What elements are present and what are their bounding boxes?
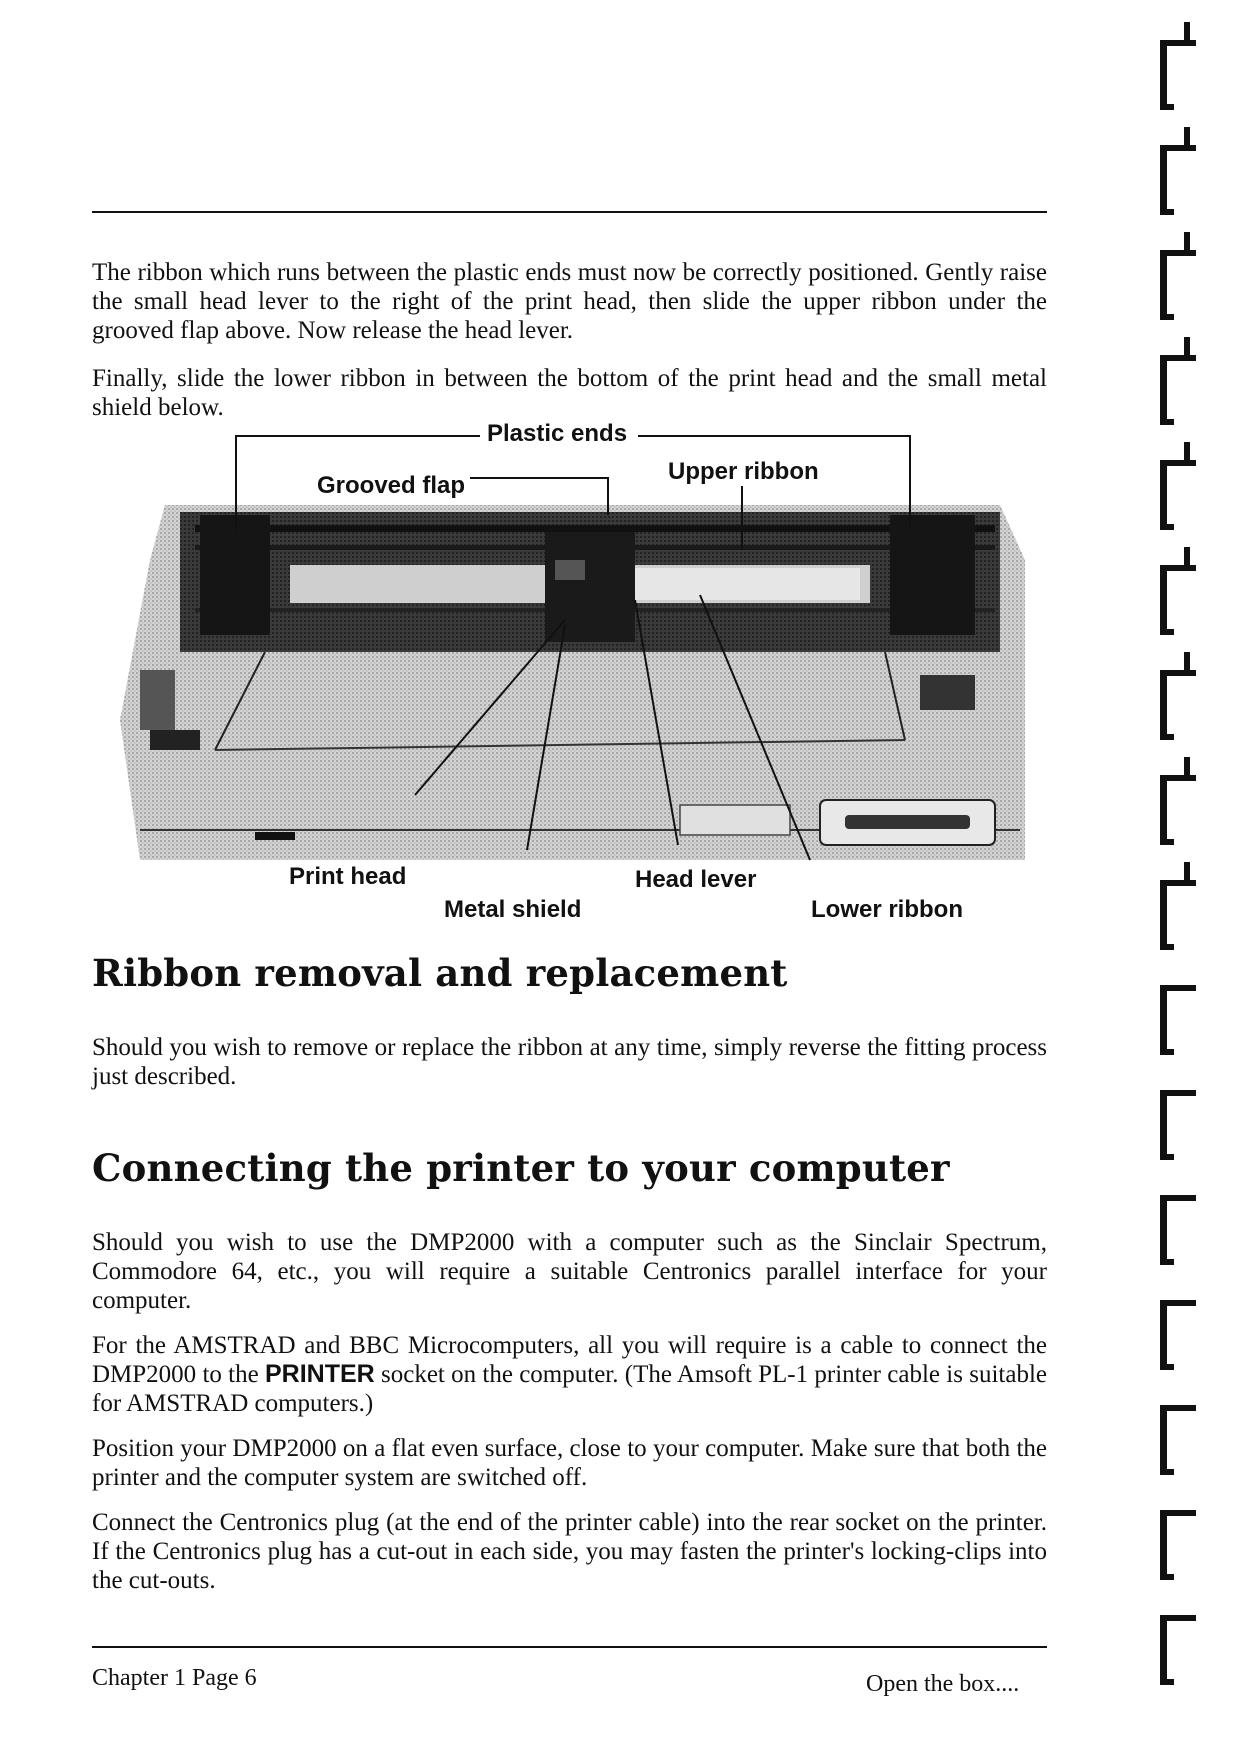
binding-mark bbox=[1160, 944, 1174, 950]
paragraph-ribbon-position: The ribbon which runs between the plastic ends must now be correctly positioned. Gently raise the small head lever to the right of the print head, then slide the upper ribbon under the grooved flap above. Now release the head lever. bbox=[92, 259, 1047, 344]
binding-mark bbox=[1184, 22, 1190, 46]
binding-mark bbox=[1160, 1405, 1167, 1475]
top-rule bbox=[92, 211, 1047, 213]
binding-mark bbox=[1160, 1195, 1167, 1265]
binding-mark bbox=[1160, 1405, 1196, 1411]
binding-mark bbox=[1160, 40, 1196, 46]
binding-mark bbox=[1160, 355, 1167, 425]
binding-mark bbox=[1160, 1195, 1196, 1201]
label-grooved-flap: Grooved flap bbox=[314, 472, 468, 500]
footer-chapter-page: Chapter 1 Page 6 bbox=[92, 1665, 257, 1691]
label-print-head: Print head bbox=[286, 863, 409, 891]
binding-mark bbox=[1160, 355, 1196, 361]
binding-mark bbox=[1160, 1679, 1174, 1685]
heading-ribbon-removal: Ribbon removal and replacement bbox=[92, 951, 788, 995]
label-upper-ribbon: Upper ribbon bbox=[665, 458, 822, 486]
binding-mark bbox=[1160, 1364, 1174, 1370]
paragraph-interface: Should you wish to use the DMP2000 with a computer such as the Sinclair Spectrum, Commodore 64, etc., you will require a suitable Centronics parallel interface for your computer. bbox=[92, 1229, 1047, 1314]
binding-mark bbox=[1184, 232, 1190, 256]
paragraph-ribbon-removal: Should you wish to remove or replace the ribbon at any time, simply reverse the fitting process just described. bbox=[92, 1034, 1047, 1090]
binding-mark bbox=[1160, 145, 1196, 151]
binding-mark bbox=[1160, 985, 1196, 991]
binding-mark bbox=[1160, 1615, 1196, 1621]
binding-mark bbox=[1160, 1574, 1174, 1580]
paragraph-amstrad-text-b: socket on the computer. (The Amsoft PL-1 printer cable is suitable for AMSTRAD computers.) bbox=[92, 1361, 1047, 1417]
binding-mark bbox=[1160, 104, 1174, 110]
paragraph-connect-plug: Connect the Centronics plug (at the end of the printer cable) into the rear socket on the printer. If the Centronics plug has a cut-out in each side, you may fasten the printer's locking-clips into the cut-outs. bbox=[92, 1509, 1047, 1594]
footer-section-title: Open the box.... bbox=[866, 1671, 1020, 1697]
paragraph-amstrad-bbc bbox=[92, 1331, 1047, 1418]
bottom-rule bbox=[92, 1646, 1047, 1648]
binding-mark bbox=[1160, 1510, 1167, 1580]
binding-mark bbox=[1184, 127, 1190, 151]
paragraph-amstrad-text-a: For the AMSTRAD and BBC Microcomputers, all you will require is a cable to connect the DMP2000 to the bbox=[92, 1332, 1047, 1388]
label-head-lever: Head lever bbox=[632, 866, 759, 894]
binding-mark bbox=[1160, 1049, 1174, 1055]
print-head-block bbox=[545, 532, 635, 642]
label-metal-shield: Metal shield bbox=[441, 896, 584, 924]
binding-mark bbox=[1160, 1615, 1167, 1685]
binding-mark bbox=[1160, 1154, 1174, 1160]
binding-mark bbox=[1160, 985, 1167, 1055]
binding-mark bbox=[1184, 337, 1190, 361]
binding-mark bbox=[1160, 40, 1167, 110]
printer-socket-name: PRINTER bbox=[264, 1360, 375, 1388]
heading-connecting-printer: Connecting the printer to your computer bbox=[92, 1146, 950, 1190]
binding-mark bbox=[1160, 1259, 1174, 1265]
binding-mark bbox=[1160, 209, 1174, 215]
printer-figure bbox=[0, 420, 1240, 940]
binding-mark bbox=[1160, 250, 1196, 256]
label-lower-ribbon: Lower ribbon bbox=[808, 896, 966, 924]
printer-illustration bbox=[0, 420, 1240, 940]
binding-mark bbox=[1160, 1300, 1167, 1370]
binding-mark bbox=[1160, 314, 1174, 320]
paragraph-lower-ribbon: Finally, slide the lower ribbon in between the bottom of the print head and the small metal shield below. bbox=[92, 365, 1047, 421]
binding-mark bbox=[1160, 250, 1167, 320]
paragraph-position-printer: Position your DMP2000 on a flat even surface, close to your computer. Make sure that both the printer and the computer system are switched off. bbox=[92, 1435, 1047, 1491]
binding-mark bbox=[1160, 1300, 1196, 1306]
binding-mark bbox=[1160, 145, 1167, 215]
binding-mark bbox=[1160, 1090, 1196, 1096]
binding-mark bbox=[1160, 1090, 1167, 1160]
binding-mark bbox=[1160, 1510, 1196, 1516]
binding-mark bbox=[1160, 1469, 1174, 1475]
label-plastic-ends: Plastic ends bbox=[484, 420, 630, 448]
